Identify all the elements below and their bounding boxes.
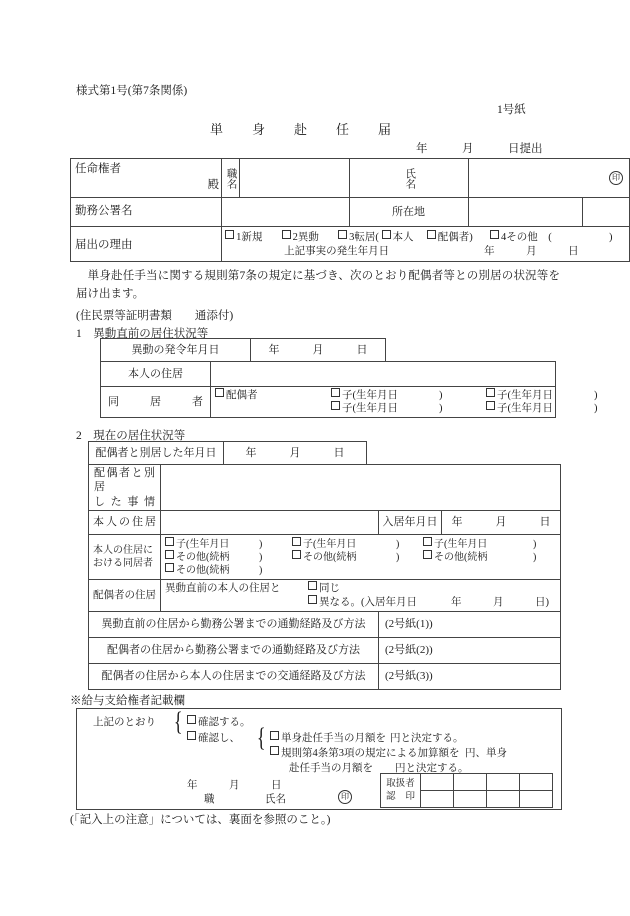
separation-date-row xyxy=(89,442,367,465)
handler-grid-row-1 xyxy=(381,774,553,791)
inner-brace: { xyxy=(256,723,266,752)
commute-label-3: 配偶者の住居から本人の住居までの交通経路及び方法 xyxy=(89,663,379,689)
location-label-cell xyxy=(350,198,469,227)
spouse-residence-label: 配偶者の住居 xyxy=(93,589,156,601)
reason-options-cell xyxy=(222,227,630,262)
appointer-suffix: 殿 xyxy=(207,179,220,191)
handler-cell-4[interactable] xyxy=(520,774,553,791)
circumstance-label-cell xyxy=(89,465,161,511)
commute-label-1: 異動直前の住居から勤務公署までの通勤経路及び方法 xyxy=(89,611,379,637)
payer-sub-option-2-suffix: 円、単身 xyxy=(465,748,507,759)
submit-date-line: 年 月 日提出 xyxy=(416,143,543,155)
separation-date-label: 配偶者と別居した年月日 xyxy=(89,442,224,465)
cohabitant-value-cell xyxy=(211,387,598,418)
cohabitant-row xyxy=(101,387,556,418)
payer-post-label: 職 xyxy=(204,794,215,805)
spouse-residence-prefix: 異動直前の本人の住居と xyxy=(165,582,281,594)
checkbox-icon xyxy=(187,715,196,724)
payer-confirm-and-option[interactable] xyxy=(187,730,240,745)
movein-value[interactable]: 年 月 日 xyxy=(442,510,561,534)
reason-other-close: ) xyxy=(609,232,613,243)
checkbox-icon xyxy=(215,388,224,397)
reason-other-label: 4その他 ( xyxy=(501,232,552,243)
checkbox-icon xyxy=(165,563,174,572)
office-value-cell[interactable] xyxy=(222,198,350,227)
reason-other-checkbox[interactable] xyxy=(490,232,552,243)
commute-ref-3: (2号紙(3)) xyxy=(379,663,561,689)
checkbox-icon xyxy=(338,230,347,239)
cohabitant-child-3-label: 子(生年月日 xyxy=(342,403,398,414)
section2-cohabitant-label-line2: おける同居者 xyxy=(93,557,153,569)
name-label: 氏名 xyxy=(404,167,416,189)
seal-icon: 印 xyxy=(609,171,623,185)
post-value-cell[interactable] xyxy=(239,159,349,198)
section1-table xyxy=(100,338,598,418)
s2-other-3-label: その他(続柄 xyxy=(434,551,488,563)
office-label-row xyxy=(71,198,222,227)
s2-child-1[interactable] xyxy=(165,538,229,551)
appointer-cell xyxy=(71,159,222,198)
cohabitant-child-4-label: 子(生年月日 xyxy=(497,403,553,414)
own-residence-row xyxy=(89,510,561,534)
s2-other-3-close: ) xyxy=(533,551,537,563)
separation-date-table xyxy=(88,441,367,465)
cohabitant-child-1[interactable] xyxy=(331,389,398,403)
reason-move-checkbox[interactable] xyxy=(338,232,379,243)
s2-other-1-close: ) xyxy=(259,551,263,563)
checkbox-icon xyxy=(282,230,291,239)
handler-cell-2[interactable] xyxy=(454,774,487,791)
payer-box xyxy=(76,708,562,810)
cohabitant-child-3[interactable] xyxy=(331,402,398,416)
self-residence-row xyxy=(101,362,556,387)
section2-cohabitant-label-cell xyxy=(89,534,161,579)
s2-other-2[interactable] xyxy=(292,551,356,564)
own-residence-value-cell[interactable] xyxy=(161,510,379,534)
payer-seal-icon: 印 xyxy=(338,790,352,804)
checkbox-icon xyxy=(382,230,391,239)
section2-heading: 2 現在の居住状況等 xyxy=(76,430,186,442)
appointer-row xyxy=(71,159,630,198)
reason-event-date-label: 上記事実の発生年月日 xyxy=(284,246,390,257)
checkbox-icon xyxy=(292,550,301,559)
s2-child-3[interactable] xyxy=(423,538,487,551)
cohabitant-label: 同居者 xyxy=(108,395,203,408)
checkbox-icon xyxy=(292,537,301,546)
cohabitant-child-2[interactable] xyxy=(486,389,553,403)
checkbox-icon xyxy=(165,550,174,559)
section2-cohabitant-row xyxy=(89,534,561,579)
self-residence-label: 本人の住居 xyxy=(101,362,211,387)
s2-other-4-label: その他(続柄 xyxy=(176,564,230,576)
handler-label-line1: 取扱者 xyxy=(386,779,415,790)
s2-child-3-label: 子(生年月日 xyxy=(434,538,488,550)
checkbox-icon xyxy=(331,401,340,410)
handler-cell-5[interactable] xyxy=(421,791,454,808)
order-date-spacer-1 xyxy=(386,339,521,362)
cohabitant-child-1-close: ) xyxy=(439,390,443,401)
checkbox-icon xyxy=(225,230,234,239)
outer-brace: { xyxy=(173,707,183,736)
location-label: 所在地 xyxy=(392,205,426,218)
payer-sub-option-2-cont-suffix: 円と決定する。 xyxy=(395,763,469,774)
location-value-cell[interactable] xyxy=(469,198,583,227)
handler-cell-1[interactable] xyxy=(421,774,454,791)
s2-child-1-close: ) xyxy=(259,538,263,550)
form-number: 様式第1号(第7条関係) xyxy=(76,85,188,97)
payer-sub-option-1-suffix: 円と決定する。 xyxy=(390,733,464,744)
own-residence-label: 本人の住居 xyxy=(93,516,156,529)
reason-move-spouse-checkbox[interactable] xyxy=(427,232,473,243)
cohabitant-child-2-label: 子(生年月日 xyxy=(497,390,553,401)
s2-child-2-close: ) xyxy=(396,538,400,550)
checkbox-icon xyxy=(486,401,495,410)
cohabitant-child-1-label: 子(生年月日 xyxy=(342,390,398,401)
separation-date-wrap xyxy=(88,441,367,465)
s2-child-2-label: 子(生年月日 xyxy=(303,538,357,550)
cohabitant-spouse-checkbox[interactable] xyxy=(215,389,258,403)
reason-event-date-value: 年 月 日 xyxy=(484,246,579,257)
payer-date-line[interactable]: 年 月 日 xyxy=(187,780,282,791)
cohabitant-label-cell xyxy=(101,387,211,418)
handler-cell-3[interactable] xyxy=(487,774,520,791)
spouse-residence-row xyxy=(89,579,561,611)
checkbox-icon xyxy=(427,230,436,239)
handler-cell-7[interactable] xyxy=(487,791,520,808)
handler-grid-wrap xyxy=(380,773,553,808)
spouse-residence-value-cell xyxy=(161,579,561,611)
header-table-wrap xyxy=(70,158,630,262)
intro-paragraph: 単身赴任手当に関する規則第7条の規定に基づき、次のとおり配偶者等との別居の状況等を届け出ます。 xyxy=(76,270,560,300)
page-title: 単 身 赴 任 届 xyxy=(210,122,393,137)
reason-new-checkbox[interactable] xyxy=(225,232,262,243)
checkbox-icon xyxy=(270,746,279,755)
s2-other-1-label: その他(続柄 xyxy=(176,551,230,563)
checkbox-icon xyxy=(270,731,279,740)
payer-confirm-option[interactable] xyxy=(187,714,251,729)
name-value-cell[interactable] xyxy=(469,159,630,198)
checkbox-icon xyxy=(486,388,495,397)
payer-confirm-label: 確認する。 xyxy=(198,717,251,728)
checkbox-icon xyxy=(423,550,432,559)
cohabitant-child-2-close: ) xyxy=(594,390,598,401)
circumstance-row xyxy=(89,465,561,511)
office-row xyxy=(71,198,630,227)
self-residence-value[interactable] xyxy=(211,362,556,387)
reason-move-spouse-label: 配偶者) xyxy=(437,232,473,243)
spouse-residence-diff-label: 異なる。(入居年月日 xyxy=(319,596,417,608)
s2-child-3-close: ) xyxy=(533,538,537,550)
checkbox-icon xyxy=(490,230,499,239)
spouse-residence-same-checkbox[interactable] xyxy=(308,582,340,596)
checkbox-icon xyxy=(187,731,196,740)
handler-label-cell xyxy=(381,774,421,808)
reason-label: 届出の理由 xyxy=(75,239,133,251)
commute-row-3 xyxy=(89,663,561,689)
s2-other-2-label: その他(続柄 xyxy=(303,551,357,563)
payer-sub-option-2-label: 規則第4条第3項の規定による加算額を xyxy=(281,748,460,759)
checkbox-icon xyxy=(331,388,340,397)
section2-table xyxy=(88,464,561,690)
commute-row-2 xyxy=(89,637,561,663)
post-label-cell xyxy=(222,159,240,198)
checkbox-icon xyxy=(423,537,432,546)
s2-child-1-label: 子(生年月日 xyxy=(176,538,230,550)
spouse-residence-label-cell xyxy=(89,579,161,611)
cohabitant-spouse-label: 配偶者 xyxy=(226,390,258,401)
reason-transfer-checkbox[interactable] xyxy=(282,232,319,243)
section2-cohabitant-value-cell xyxy=(161,534,561,579)
commute-ref-1: (2号紙(1)) xyxy=(379,611,561,637)
order-date-label: 異動の発令年月日 xyxy=(101,339,251,362)
commute-row-1 xyxy=(89,611,561,637)
reason-move-self-label: 本人 xyxy=(392,232,414,243)
section1-table-wrap xyxy=(100,338,598,418)
handler-cell-8[interactable] xyxy=(520,791,553,808)
payer-sub-option-1[interactable] xyxy=(270,730,386,745)
circumstance-value-cell[interactable] xyxy=(161,465,561,511)
cohabitant-child-4-close: ) xyxy=(594,403,598,414)
spouse-residence-diff-checkbox[interactable] xyxy=(308,596,417,610)
payer-name-label: 氏名 xyxy=(265,794,286,805)
cohabitant-child-3-close: ) xyxy=(439,403,443,414)
commute-label-2: 配偶者の住居から勤務公署までの通勤経路及び方法 xyxy=(89,637,379,663)
payer-lead: 上記のとおり xyxy=(93,717,156,728)
reason-move-label: 3転居( xyxy=(349,232,379,243)
section2-table-wrap xyxy=(88,464,561,690)
header-table xyxy=(70,158,630,262)
s2-other-2-close: ) xyxy=(396,551,400,563)
handler-cell-6[interactable] xyxy=(454,791,487,808)
separation-date-value[interactable]: 年 月 日 xyxy=(224,442,367,465)
checkbox-icon xyxy=(308,581,317,590)
payer-confirm-and-label: 確認し、 xyxy=(198,733,240,744)
circumstance-label-line1: 配偶者と別居 xyxy=(94,467,155,494)
s2-child-2[interactable] xyxy=(292,538,356,551)
order-date-value[interactable]: 年 月 日 xyxy=(251,339,386,362)
s2-other-4[interactable] xyxy=(165,564,229,577)
payer-sub-option-1-label: 単身赴任手当の月額を xyxy=(281,733,386,744)
appointer-label: 任命権者 xyxy=(75,163,121,175)
handler-grid xyxy=(380,773,553,808)
commute-ref-2: (2号紙(2)) xyxy=(379,637,561,663)
s2-other-3[interactable] xyxy=(423,551,487,564)
cohabitant-child-4[interactable] xyxy=(486,402,553,416)
footnote: (「記入上の注意」については、裏面を参照のこと。) xyxy=(70,814,331,826)
checkbox-icon xyxy=(165,537,174,546)
reason-move-self-checkbox[interactable] xyxy=(382,232,414,243)
checkbox-icon xyxy=(308,595,317,604)
handler-label-line2: 認印 xyxy=(386,791,415,802)
reason-new-label: 1新規 xyxy=(236,232,263,243)
s2-other-4-close: ) xyxy=(259,564,263,576)
payer-sub-option-2-cont: 赴任手当の月額を xyxy=(289,763,373,774)
post-label: 職名 xyxy=(225,167,237,189)
movein-label: 入居年月日 xyxy=(379,510,442,534)
spouse-residence-same-label: 同じ xyxy=(319,582,340,594)
reason-label-cell xyxy=(71,227,222,262)
circumstance-label-line2: した事情 xyxy=(94,495,155,508)
order-date-row xyxy=(101,339,556,362)
s2-other-1[interactable] xyxy=(165,551,229,564)
spouse-residence-diff-date[interactable]: 年 月 日) xyxy=(451,596,549,608)
location-extra-cell[interactable] xyxy=(583,198,630,227)
own-residence-label-cell xyxy=(89,510,161,534)
reason-transfer-label: 2異動 xyxy=(292,232,319,243)
reason-row xyxy=(71,227,630,262)
section2-cohabitant-label-line1: 本人の住居に xyxy=(93,544,153,556)
attachment-note: (住民票等証明書類 通添付) xyxy=(76,310,234,322)
order-date-spacer-2 xyxy=(521,339,556,362)
section1-heading: 1 異動直前の居住状況等 xyxy=(76,328,209,340)
payer-sub-option-2[interactable] xyxy=(270,745,460,760)
office-label: 勤務公署名 xyxy=(75,205,133,217)
name-label-cell xyxy=(350,159,469,198)
payer-heading: ※給与支給権者記載欄 xyxy=(70,695,185,707)
paper-label: 1号紙 xyxy=(497,104,526,116)
